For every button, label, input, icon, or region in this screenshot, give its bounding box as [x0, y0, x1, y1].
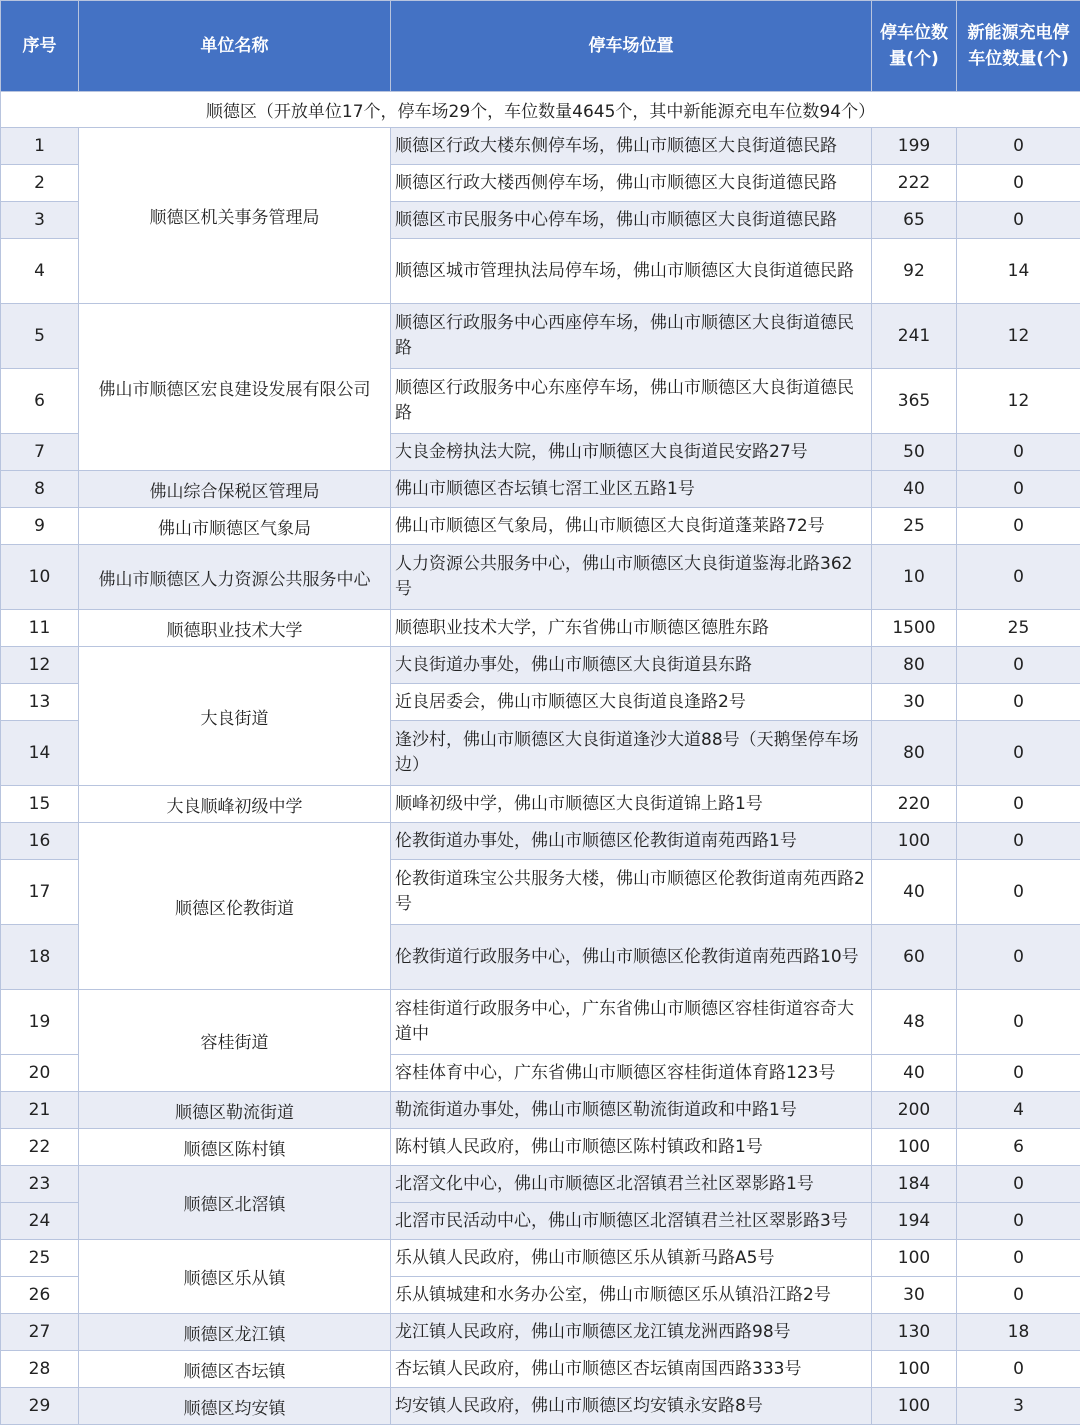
row-seq: 4: [1, 239, 79, 304]
row-spaces: 100: [872, 823, 957, 860]
row-spaces: 130: [872, 1314, 957, 1351]
row-spaces: 200: [872, 1092, 957, 1129]
row-spaces: 25: [872, 508, 957, 545]
row-location: 顺德区城市管理执法局停车场，佛山市顺德区大良街道德民路: [391, 239, 872, 304]
row-ev: 12: [957, 304, 1080, 369]
row-seq: 1: [1, 128, 79, 165]
unit-name: 佛山综合保税区管理局: [79, 471, 391, 508]
row-spaces: 184: [872, 1166, 957, 1203]
table-row: [1, 610, 1080, 647]
table-row: [1, 304, 1080, 369]
table-row: [1, 1388, 1080, 1425]
unit-name: 顺德区北滘镇: [79, 1166, 391, 1240]
row-seq: 11: [1, 610, 79, 647]
row-seq: 26: [1, 1277, 79, 1314]
row-spaces: 60: [872, 925, 957, 990]
row-seq: 8: [1, 471, 79, 508]
table-row: [1, 1092, 1080, 1129]
row-ev: 0: [957, 545, 1080, 610]
table-row: [1, 508, 1080, 545]
row-spaces: 222: [872, 165, 957, 202]
row-spaces: 40: [872, 1055, 957, 1092]
row-ev: 0: [957, 165, 1080, 202]
unit-name: 顺德区杏坛镇: [79, 1351, 391, 1388]
row-ev: 0: [957, 434, 1080, 471]
row-location: 伦教街道办事处，佛山市顺德区伦教街道南苑西路1号: [391, 823, 872, 860]
unit-name: 大良顺峰初级中学: [79, 786, 391, 823]
row-seq: 20: [1, 1055, 79, 1092]
row-seq: 12: [1, 647, 79, 684]
row-seq: 17: [1, 860, 79, 925]
table-row: [1, 1351, 1080, 1388]
row-location: 伦教街道行政服务中心，佛山市顺德区伦教街道南苑西路10号: [391, 925, 872, 990]
row-seq: 2: [1, 165, 79, 202]
region-summary-row: [1, 92, 1080, 128]
table-row: [1, 786, 1080, 823]
table-row: [1, 990, 1080, 1055]
row-ev: 0: [957, 925, 1080, 990]
unit-name: 顺德区伦教街道: [79, 823, 391, 990]
unit-name: 佛山市顺德区宏良建设发展有限公司: [79, 304, 391, 471]
row-ev: 0: [957, 1277, 1080, 1314]
table-row: [1, 545, 1080, 610]
unit-name: 容桂街道: [79, 990, 391, 1092]
row-ev: 0: [957, 1166, 1080, 1203]
row-location: 陈村镇人民政府，佛山市顺德区陈村镇政和路1号: [391, 1129, 872, 1166]
row-ev: 25: [957, 610, 1080, 647]
row-seq: 29: [1, 1388, 79, 1425]
table-row: [1, 647, 1080, 684]
row-spaces: 241: [872, 304, 957, 369]
row-spaces: 48: [872, 990, 957, 1055]
row-location: 北滘文化中心，佛山市顺德区北滘镇君兰社区翠影路1号: [391, 1166, 872, 1203]
row-spaces: 10: [872, 545, 957, 610]
row-location: 近良居委会，佛山市顺德区大良街道良逢路2号: [391, 684, 872, 721]
row-ev: 0: [957, 471, 1080, 508]
row-spaces: 65: [872, 202, 957, 239]
row-seq: 6: [1, 369, 79, 434]
row-seq: 14: [1, 721, 79, 786]
row-location: 顺德职业技术大学，广东省佛山市顺德区德胜东路: [391, 610, 872, 647]
row-spaces: 30: [872, 1277, 957, 1314]
row-spaces: 30: [872, 684, 957, 721]
row-location: 佛山市顺德区杏坛镇七滘工业区五路1号: [391, 471, 872, 508]
row-location: 人力资源公共服务中心，佛山市顺德区大良街道鉴海北路362号: [391, 545, 872, 610]
row-ev: 0: [957, 202, 1080, 239]
header-location: 停车场位置: [391, 1, 872, 92]
row-seq: 16: [1, 823, 79, 860]
header-seq: 序号: [1, 1, 79, 92]
row-seq: 19: [1, 990, 79, 1055]
row-ev: 0: [957, 1203, 1080, 1240]
row-seq: 27: [1, 1314, 79, 1351]
table-header-row: [1, 1, 1080, 92]
row-location: 容桂体育中心，广东省佛山市顺德区容桂街道体育路123号: [391, 1055, 872, 1092]
row-seq: 9: [1, 508, 79, 545]
row-seq: 3: [1, 202, 79, 239]
row-spaces: 100: [872, 1240, 957, 1277]
row-location: 杏坛镇人民政府，佛山市顺德区杏坛镇南国西路333号: [391, 1351, 872, 1388]
row-seq: 24: [1, 1203, 79, 1240]
row-seq: 22: [1, 1129, 79, 1166]
row-spaces: 100: [872, 1388, 957, 1425]
row-ev: 14: [957, 239, 1080, 304]
row-ev: 4: [957, 1092, 1080, 1129]
row-ev: 0: [957, 1055, 1080, 1092]
row-spaces: 100: [872, 1351, 957, 1388]
row-spaces: 80: [872, 721, 957, 786]
row-location: 大良街道办事处，佛山市顺德区大良街道县东路: [391, 647, 872, 684]
row-location: 均安镇人民政府，佛山市顺德区均安镇永安路8号: [391, 1388, 872, 1425]
unit-name: 顺德区机关事务管理局: [79, 128, 391, 304]
row-ev: 0: [957, 1351, 1080, 1388]
header-unit-name: 单位名称: [79, 1, 391, 92]
unit-name: 顺德区均安镇: [79, 1388, 391, 1425]
row-location: 伦教街道珠宝公共服务大楼，佛山市顺德区伦教街道南苑西路2号: [391, 860, 872, 925]
row-location: 大良金榜执法大院，佛山市顺德区大良街道民安路27号: [391, 434, 872, 471]
row-spaces: 365: [872, 369, 957, 434]
row-seq: 23: [1, 1166, 79, 1203]
row-location: 容桂街道行政服务中心，广东省佛山市顺德区容桂街道容奇大道中: [391, 990, 872, 1055]
row-ev: 0: [957, 721, 1080, 786]
row-seq: 13: [1, 684, 79, 721]
row-spaces: 40: [872, 471, 957, 508]
row-location: 顺德区行政服务中心西座停车场，佛山市顺德区大良街道德民路: [391, 304, 872, 369]
row-spaces: 220: [872, 786, 957, 823]
row-spaces: 40: [872, 860, 957, 925]
row-location: 乐从镇城建和水务办公室，佛山市顺德区乐从镇沿江路2号: [391, 1277, 872, 1314]
row-location: 顺德区行政大楼西侧停车场，佛山市顺德区大良街道德民路: [391, 165, 872, 202]
row-ev: 0: [957, 823, 1080, 860]
row-spaces: 1500: [872, 610, 957, 647]
row-seq: 15: [1, 786, 79, 823]
row-spaces: 199: [872, 128, 957, 165]
row-ev: 18: [957, 1314, 1080, 1351]
unit-name: 顺德区勒流街道: [79, 1092, 391, 1129]
unit-name: 佛山市顺德区气象局: [79, 508, 391, 545]
unit-name: 顺德区龙江镇: [79, 1314, 391, 1351]
header-ev-spaces: 新能源充电停车位数量(个): [957, 1, 1080, 92]
table-row: [1, 1240, 1080, 1277]
row-seq: 10: [1, 545, 79, 610]
unit-name: 大良街道: [79, 647, 391, 786]
table-row: [1, 1166, 1080, 1203]
row-location: 乐从镇人民政府，佛山市顺德区乐从镇新马路A5号: [391, 1240, 872, 1277]
row-seq: 28: [1, 1351, 79, 1388]
row-location: 顺峰初级中学，佛山市顺德区大良街道锦上路1号: [391, 786, 872, 823]
unit-name: 佛山市顺德区人力资源公共服务中心: [79, 545, 391, 610]
row-ev: 0: [957, 647, 1080, 684]
row-location: 勒流街道办事处，佛山市顺德区勒流街道政和中路1号: [391, 1092, 872, 1129]
row-ev: 0: [957, 860, 1080, 925]
row-ev: 0: [957, 508, 1080, 545]
row-location: 逢沙村，佛山市顺德区大良街道逢沙大道88号（天鹅堡停车场边）: [391, 721, 872, 786]
row-spaces: 50: [872, 434, 957, 471]
row-ev: 0: [957, 990, 1080, 1055]
row-location: 顺德区市民服务中心停车场，佛山市顺德区大良街道德民路: [391, 202, 872, 239]
table-row: [1, 1314, 1080, 1351]
table-row: [1, 471, 1080, 508]
row-ev: 0: [957, 1240, 1080, 1277]
unit-name: 顺德区乐从镇: [79, 1240, 391, 1314]
table-row: [1, 128, 1080, 165]
row-location: 佛山市顺德区气象局，佛山市顺德区大良街道蓬莱路72号: [391, 508, 872, 545]
row-ev: 0: [957, 128, 1080, 165]
row-location: 顺德区行政大楼东侧停车场，佛山市顺德区大良街道德民路: [391, 128, 872, 165]
unit-name: 顺德职业技术大学: [79, 610, 391, 647]
row-seq: 5: [1, 304, 79, 369]
row-location: 顺德区行政服务中心东座停车场，佛山市顺德区大良街道德民路: [391, 369, 872, 434]
region-summary: 顺德区（开放单位17个，停车场29个，车位数量4645个，其中新能源充电车位数94个）: [1, 92, 1080, 128]
row-ev: 6: [957, 1129, 1080, 1166]
row-seq: 18: [1, 925, 79, 990]
row-ev: 12: [957, 369, 1080, 434]
row-spaces: 194: [872, 1203, 957, 1240]
row-ev: 0: [957, 684, 1080, 721]
row-spaces: 92: [872, 239, 957, 304]
unit-name: 顺德区陈村镇: [79, 1129, 391, 1166]
row-seq: 21: [1, 1092, 79, 1129]
row-spaces: 80: [872, 647, 957, 684]
row-location: 龙江镇人民政府，佛山市顺德区龙江镇龙洲西路98号: [391, 1314, 872, 1351]
row-seq: 25: [1, 1240, 79, 1277]
table-row: [1, 823, 1080, 860]
table-row: [1, 1129, 1080, 1166]
row-ev: 0: [957, 786, 1080, 823]
row-location: 北滘市民活动中心，佛山市顺德区北滘镇君兰社区翠影路3号: [391, 1203, 872, 1240]
header-spaces: 停车位数量(个): [872, 1, 957, 92]
row-ev: 3: [957, 1388, 1080, 1425]
row-spaces: 100: [872, 1129, 957, 1166]
row-seq: 7: [1, 434, 79, 471]
